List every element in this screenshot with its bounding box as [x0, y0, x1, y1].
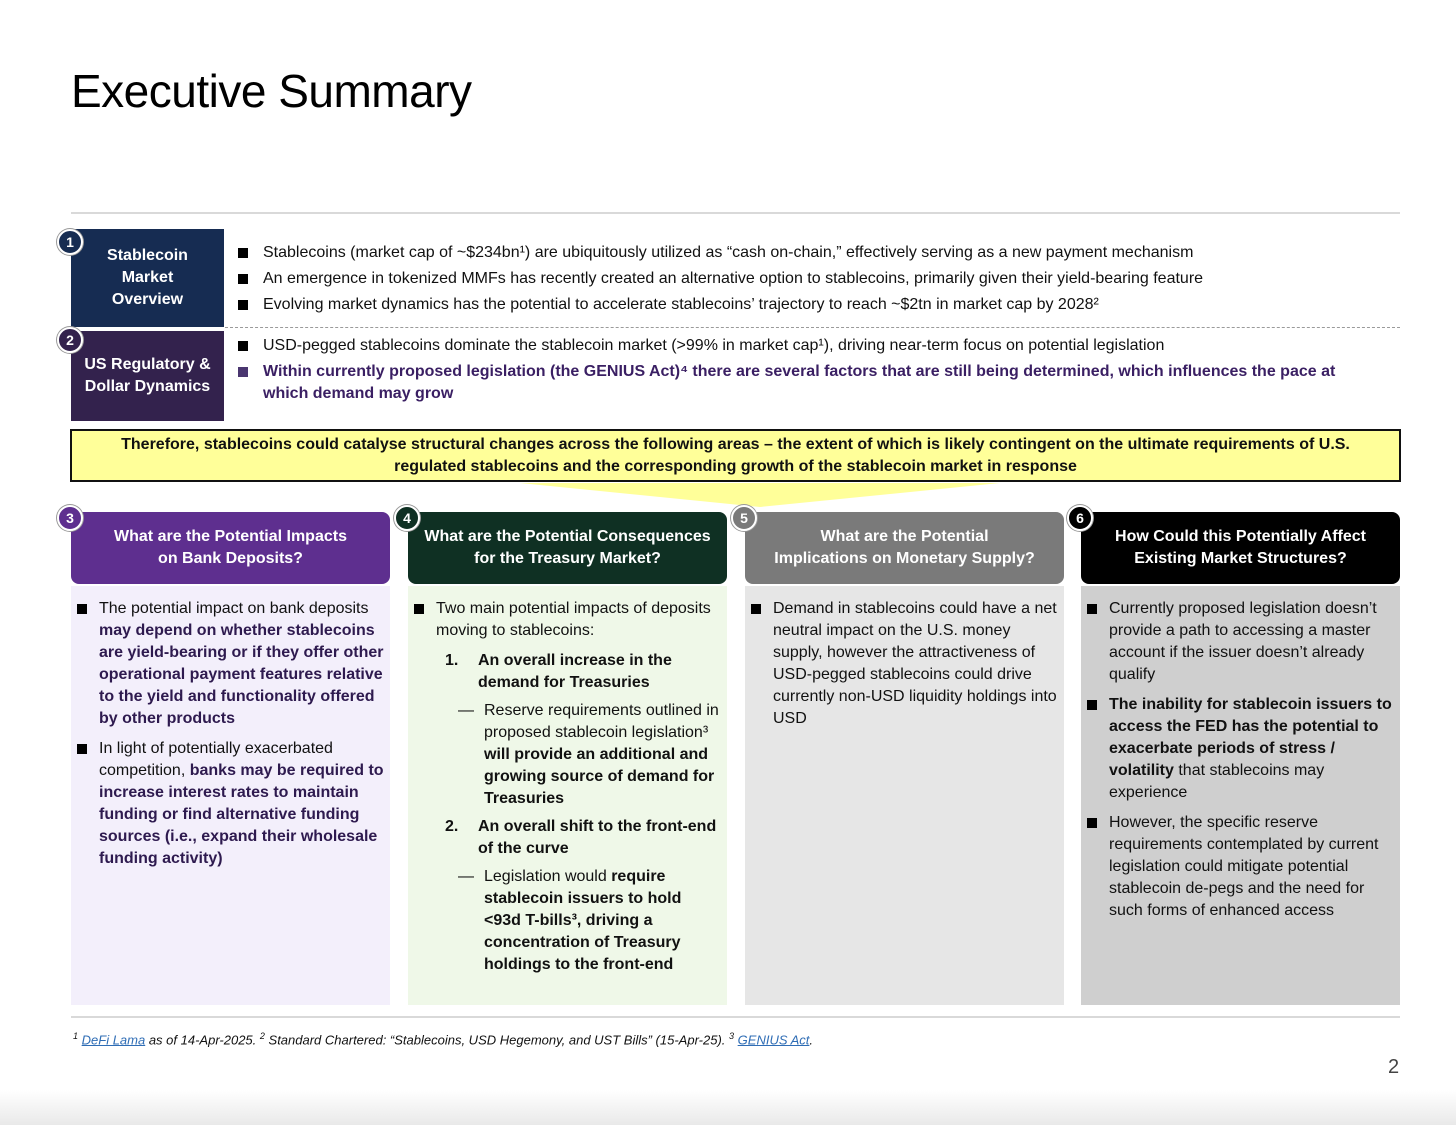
numbered-item — [414, 816, 721, 860]
column-6-heading-text: How Could this Potentially Affect Existing Market Structures? — [1115, 528, 1366, 567]
column-4-bullet: Two main potential impacts of deposits moving to stablecoins: — [414, 598, 721, 642]
defi-lama-link[interactable]: DeFi Lama — [81, 1032, 146, 1048]
section-1-label — [71, 229, 224, 327]
section-1-number-badge: 1 — [57, 229, 83, 255]
bottom-divider — [71, 1016, 1400, 1018]
column-3-bullet — [77, 738, 384, 870]
column-5-bullet: Demand in stablecoins could have a net neutral impact on the U.S. money supply, however the attractiveness of USD-pegged stablecoins could drive currently non-USD liquidity holdings into USD — [751, 598, 1058, 730]
page-title: Executive Summary — [71, 65, 472, 117]
footnote-marker: 3 — [729, 1031, 735, 1041]
section-2-label-text: US Regulatory & Dollar Dynamics — [84, 356, 211, 395]
column-5-heading — [745, 512, 1064, 584]
sub-item — [414, 866, 721, 976]
item-number: 1. — [445, 652, 459, 669]
sub-item-text: Reserve requirements outlined in proposed stablecoin legislation³ — [484, 702, 719, 741]
bullet-emphasis: The inability for stablecoin issuers to access the FED has the potential to exacerbate periods of stress / volatility — [1109, 696, 1392, 779]
column-5-heading-text: What are the Potential Implications on Monetary Supply? — [774, 528, 1035, 567]
footnote — [73, 1031, 813, 1047]
column-4-heading-text: What are the Potential Consequences for the Treasury Market? — [424, 528, 711, 567]
sub-item-emphasis: require stablecoin issuers to hold <93d T-bills³, driving a concentration of Treasury holdings to the front-end — [484, 868, 682, 973]
column-4-heading — [408, 512, 727, 584]
sub-item — [414, 700, 721, 810]
footnote-text: . — [809, 1032, 814, 1048]
item-number: 2. — [445, 818, 459, 835]
section-2-bullets — [238, 335, 1358, 409]
footnote-marker: 2 — [259, 1031, 265, 1041]
column-6-body — [1081, 586, 1400, 1005]
column-5-number-badge: 5 — [731, 505, 757, 531]
column-6-bullet: Currently proposed legislation doesn’t provide a path to accessing a master account if the issuer doesn’t already qualify — [1087, 598, 1394, 686]
column-3-number-badge: 3 — [57, 505, 83, 531]
section-1-bullet: An emergence in tokenized MMFs has recently created an alternative option to stablecoins, primarily given their yield-bearing feature — [238, 268, 1378, 290]
bullet-text: In light of potentially exacerbated competition, — [99, 740, 333, 779]
item-text: An overall shift to the front-end of the curve — [478, 818, 717, 857]
column-4-number-badge: 4 — [394, 505, 420, 531]
column-3-heading — [71, 512, 390, 584]
footnote-text: as of 14-Apr-2025. — [145, 1032, 260, 1048]
top-divider — [71, 212, 1400, 214]
bullet-emphasis: may depend on whether stablecoins are yield-bearing or if they offer other operational payment features relative to the yield and functionality offered by other products — [99, 622, 384, 727]
section-1-bullet: Evolving market dynamics has the potential to accelerate stablecoins’ trajectory to reach ~$2tn in market cap by 2028² — [238, 294, 1378, 316]
sub-item-text: Legislation would — [484, 868, 612, 885]
bullet-text: that stablecoins may experience — [1109, 762, 1325, 801]
column-4-numbered-list — [414, 650, 721, 976]
column-3-bullet — [77, 598, 384, 730]
section-1-label-text: Stablecoin Market Overview — [107, 247, 188, 308]
callout-text: Therefore, stablecoins could catalyse structural changes across the following areas – the extent of which is likely contingent on the ultimate requirements of U.S. regulated stablecoins and the corresponding growth of the stablecoin market in response — [121, 435, 1350, 475]
bullet-emphasis: banks may be required to increase interest rates to maintain funding or find alternative funding sources (i.e., expand their wholesale funding activity) — [99, 762, 384, 867]
column-6-number-badge: 6 — [1067, 505, 1093, 531]
section-1-bullets — [238, 242, 1378, 320]
section-2-number-badge: 2 — [57, 327, 83, 353]
section-2-bullet: USD-pegged stablecoins dominate the stablecoin market (>99% in market cap¹), driving near-term focus on potential legislation — [238, 335, 1358, 357]
sub-item-emphasis: will provide an additional and growing source of demand for Treasuries — [484, 746, 715, 807]
item-text: An overall increase in the demand for Treasuries — [478, 652, 672, 691]
callout-arrow — [520, 483, 1000, 507]
column-6-heading — [1081, 512, 1400, 584]
section-2-bullet-highlight: Within currently proposed legislation (the GENIUS Act)⁴ there are several factors that are still being determined, which influences the pace at which demand may grow — [238, 361, 1358, 405]
genius-act-link[interactable]: GENIUS Act — [737, 1032, 810, 1048]
numbered-item — [414, 650, 721, 694]
column-4-body — [408, 586, 727, 1005]
column-6-bullet: However, the specific reserve requirements contemplated by current legislation could mitigate potential stablecoin de-pegs and the need for such forms of enhanced access — [1087, 812, 1394, 922]
footnote-marker: 1 — [73, 1031, 79, 1041]
conclusion-callout — [70, 429, 1401, 482]
footnote-text: Standard Chartered: “Stablecoins, USD Hegemony, and UST Bills” (15-Apr-25). — [264, 1032, 730, 1048]
section-divider — [225, 327, 1400, 328]
column-3-body — [71, 586, 390, 1005]
column-5-body — [745, 586, 1064, 1005]
page-number: 2 — [1388, 1056, 1400, 1078]
column-3-heading-text: What are the Potential Impacts on Bank Deposits? — [114, 528, 347, 567]
page-edge-shadow — [0, 1090, 1456, 1125]
section-1-bullet: Stablecoins (market cap of ~$234bn¹) are ubiquitously utilized as “cash on-chain,” effectively serving as a new payment mechanism — [238, 242, 1378, 264]
column-6-bullet — [1087, 694, 1394, 804]
bullet-text: The potential impact on bank deposits — [99, 600, 369, 617]
section-2-label — [71, 331, 224, 421]
